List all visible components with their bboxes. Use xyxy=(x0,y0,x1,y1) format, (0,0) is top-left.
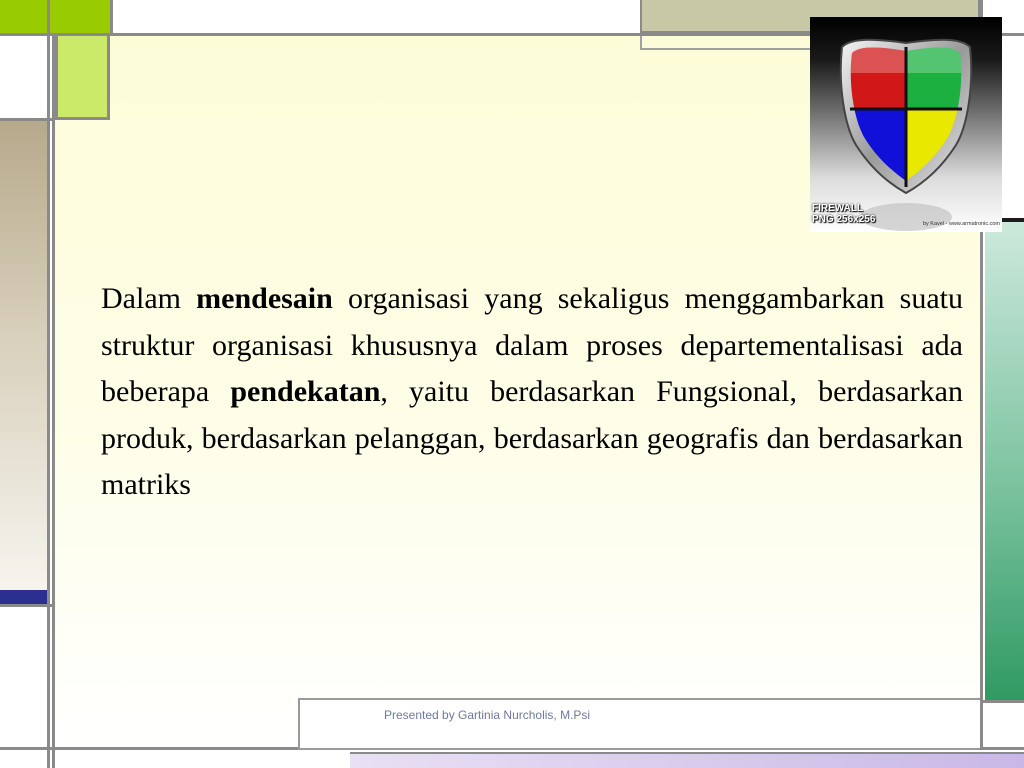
decor-bottom-bar xyxy=(350,752,1024,768)
bold-term-mendesain: mendesain xyxy=(196,282,333,315)
logo-credit: by Kavel - www.armatronic.com xyxy=(922,221,1000,227)
decor-lime-block xyxy=(55,35,110,120)
grid-line xyxy=(110,0,113,36)
firewall-logo xyxy=(810,17,1002,232)
decor-left-blue-bar xyxy=(0,590,47,604)
decor-right-green-bar xyxy=(985,222,1024,700)
paragraph-text: organisasi yang sekaligus menggambarkan suatu struktur organisasi khususnya dalam proses departementalisasi ada beberapa xyxy=(101,282,963,408)
bold-term-pendekatan: pendekatan xyxy=(230,375,381,408)
paragraph-text: , yaitu berdasarkan Fungsional, berdasarkan produk, berdasarkan pelanggan, berdasarkan geografis dan berdasarkan matriks xyxy=(101,375,963,501)
body-paragraph xyxy=(101,276,963,509)
decor-green-block xyxy=(0,0,110,33)
grid-line xyxy=(47,0,50,768)
logo-caption-title: FIREWALL xyxy=(812,203,864,214)
logo-caption-size: PNG 256x256 xyxy=(812,214,876,225)
firewall-shield-icon xyxy=(810,17,1002,232)
grid-line xyxy=(980,700,1024,703)
grid-line xyxy=(52,33,55,768)
footer-box xyxy=(298,698,980,750)
decor-left-bar xyxy=(0,120,47,590)
footer-credit: Presented by Gartinia Nurcholis, M.Psi xyxy=(384,708,591,722)
paragraph-text: Dalam xyxy=(101,282,197,315)
